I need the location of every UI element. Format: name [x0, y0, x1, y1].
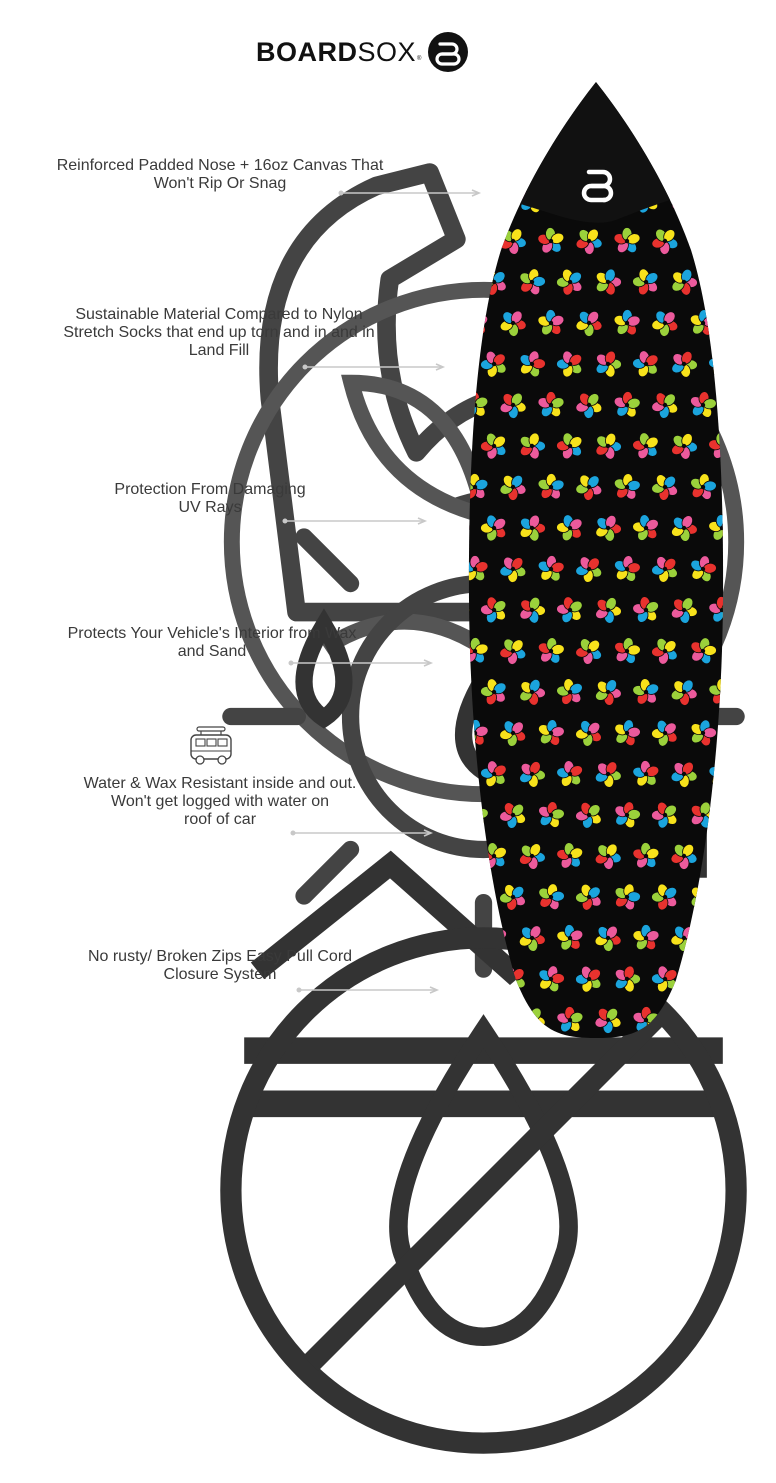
- feature-3-line-1: Protection From Damaging: [60, 481, 360, 499]
- brand-name-light: SOX: [358, 37, 417, 68]
- feature-4-line-1: Protects Your Vehicle's Interior from Wax: [22, 625, 402, 643]
- feature-3-line-2: UV Rays: [60, 499, 360, 517]
- van-roof-rack-icon: [187, 724, 235, 768]
- feature-4-line-2: and Sand: [22, 643, 402, 661]
- feature-2-line-2: Stretch Socks that end up torn and in and in: [16, 324, 422, 342]
- feature-5-line-2: Won't get logged with water on: [20, 793, 420, 811]
- board-sock-image: [466, 80, 726, 1040]
- feature-2-line-3: Land Fill: [16, 342, 422, 360]
- arrow-icon: [290, 829, 434, 837]
- arrow-icon: [338, 189, 482, 197]
- arrow-icon: [296, 986, 440, 994]
- feature-5-line-3: roof of car: [20, 811, 420, 829]
- arrow-icon: [302, 363, 446, 371]
- arrow-icon: [282, 517, 428, 525]
- feature-1-line-1: Reinforced Padded Nose + 16oz Canvas That: [20, 157, 420, 175]
- registered-mark: ®: [417, 56, 421, 62]
- brand-name-bold: BOARD: [256, 37, 358, 68]
- feature-2-line-1: Sustainable Material Compared to Nylon: [16, 306, 422, 324]
- brand-logo: [256, 30, 469, 74]
- arrow-icon: [288, 659, 434, 667]
- brand-badge-icon: [427, 31, 469, 73]
- feature-5-line-1: Water & Wax Resistant inside and out.: [20, 775, 420, 793]
- feature-6-line-1: No rusty/ Broken Zips Easy Pull Cord: [40, 948, 400, 966]
- feature-6-line-2: Closure System: [40, 966, 400, 984]
- feature-1-line-2: Won't Rip Or Snag: [20, 175, 420, 193]
